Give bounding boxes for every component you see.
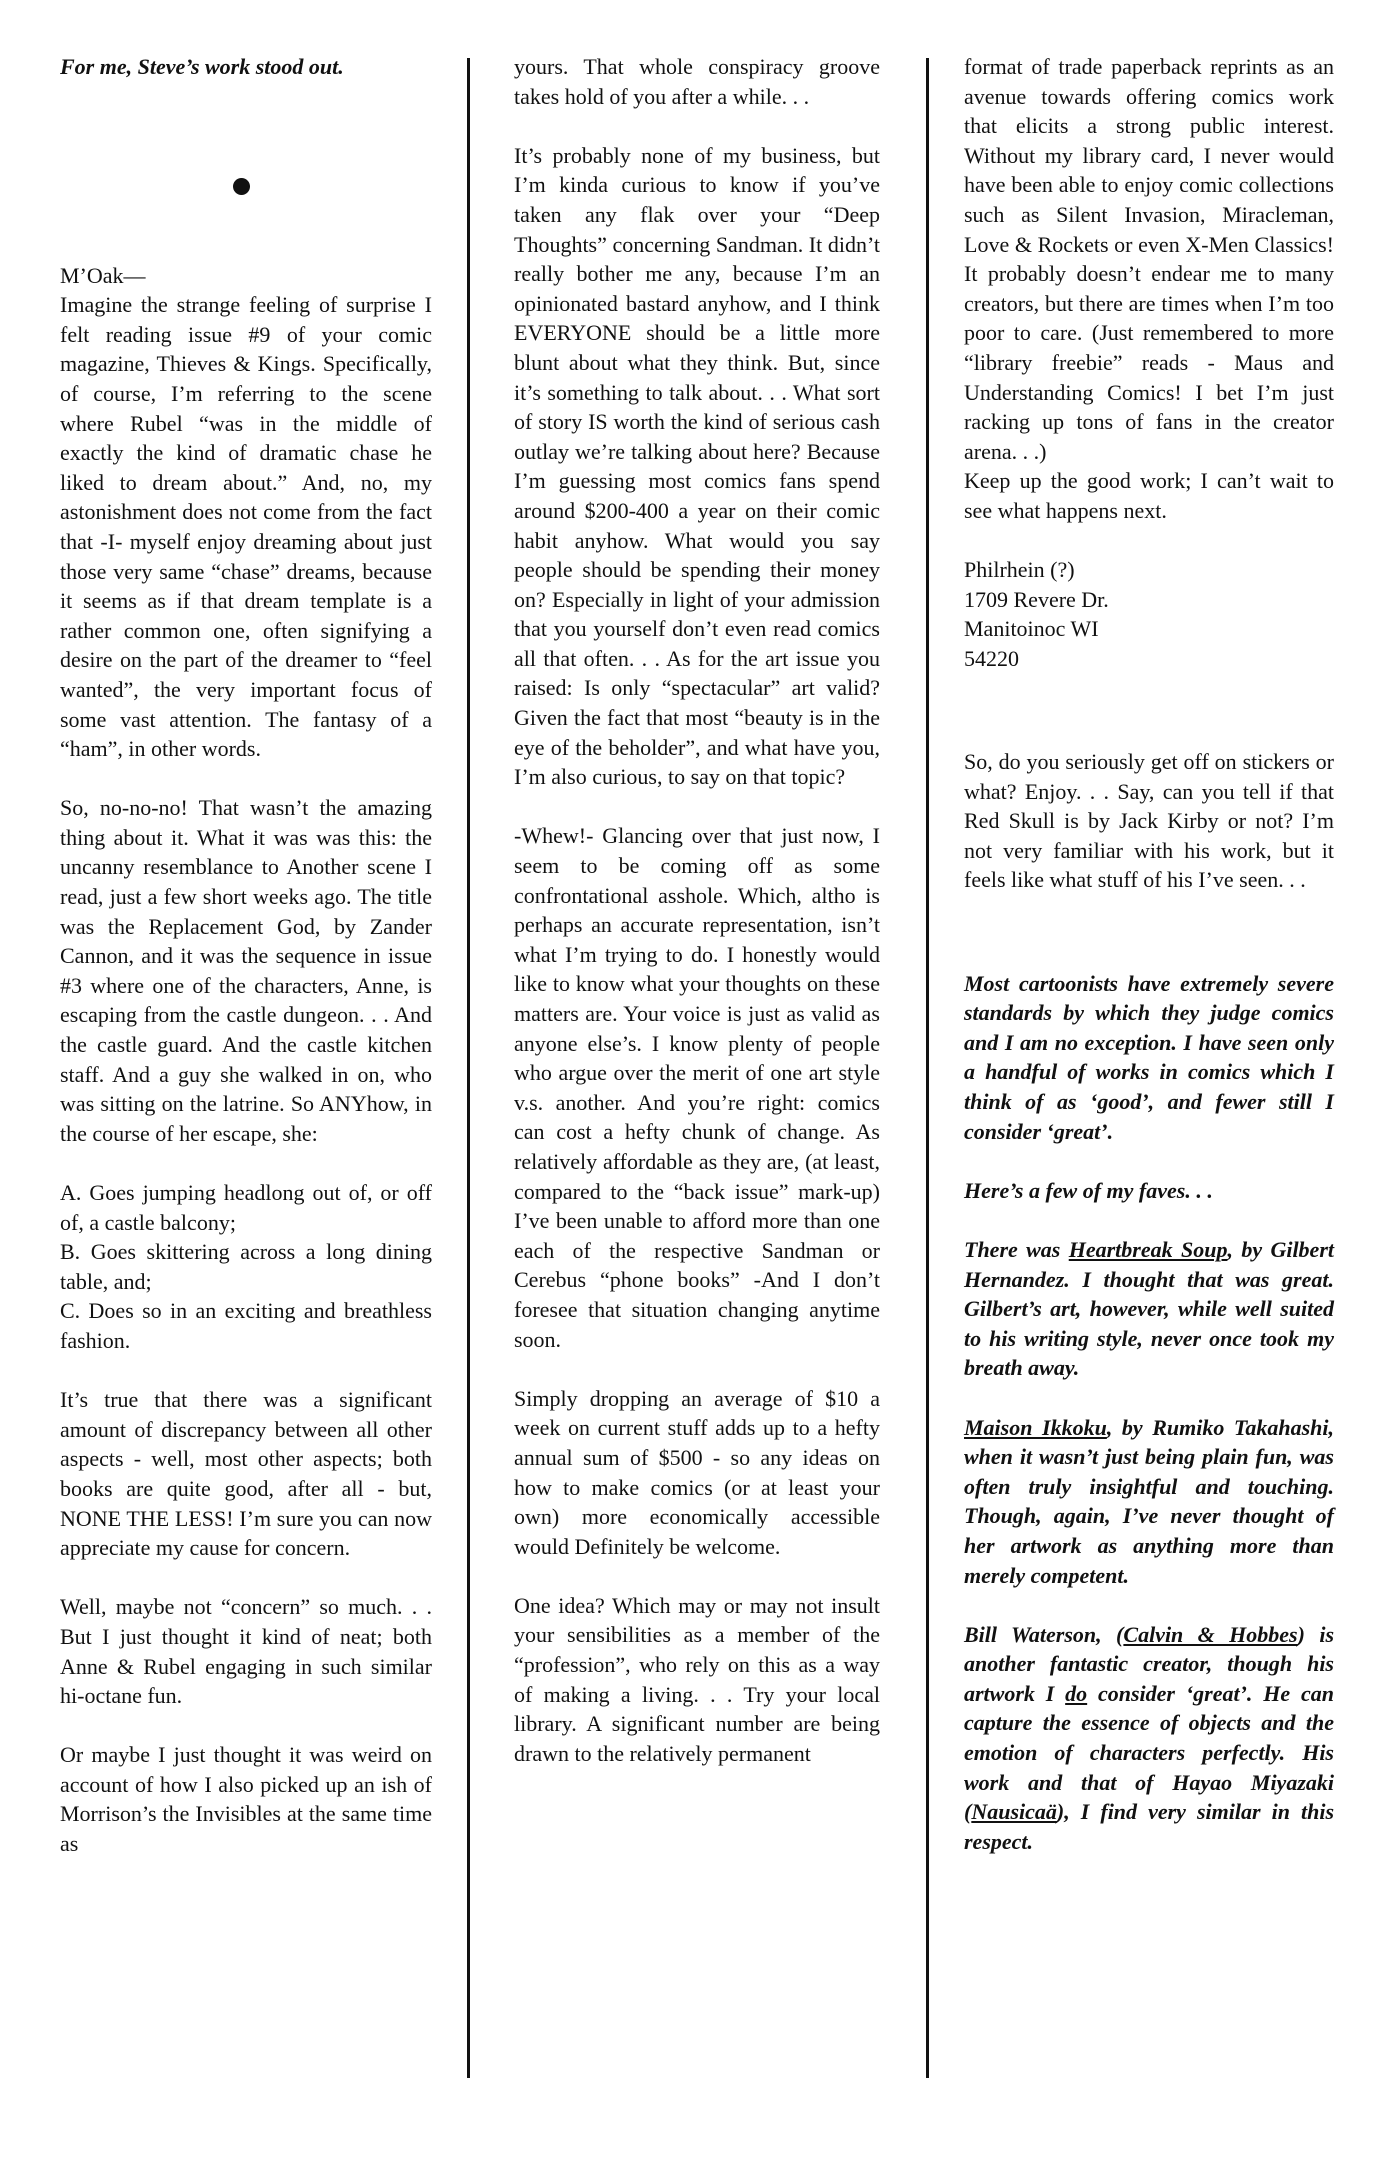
intro-line: For me, Steve’s work stood out. xyxy=(60,54,344,79)
column-middle xyxy=(514,52,880,1798)
signature-city: Manitoinoc WI xyxy=(964,616,1099,642)
letter-paragraph-1: Imagine the strange feeling of surprise I felt reading issue #9 of your comic magazine, Thieves & Kings. Specifically, of course, I’m referring to the scene where Rubel “was in the middle of exactly the kind of dramatic chase he liked to dream about.” And, no, my astonishment does not come from the fact that -I- myself enjoy dreaming about just those very same “chase” dreams, because it seems as if that dream template is a rather common one, often signifying a desire on the part of the dreamer to “feel wanted”, the very important focus of some vast attention. The fantasy of a “ham”, in other words. xyxy=(60,292,432,762)
letter-paragraph-8: -Whew!- Glancing over that just now, I seem to be coming off as some confrontational asshole. Which, altho is perhaps an accurate representation, isn’t what I’m trying to do. I honestly would like to know what your thoughts on these matters are. Your voice is just as valid as anyone else’s. I know plenty of people who argue over the merit of one art style v.s. another. And you’re right: comics can cost a hefty chunk of change. As relatively affordable as they are, (at least, compared to the “back issue” mark-up) I’ve been unable to afford more than one each of the respective Sandman or Cerebus “phone books” -And I don’t foresee that situation changing anytime soon. xyxy=(514,823,880,1352)
reply-paragraph-1: Most cartoonists have extremely severe standards by which they judge comics and I am no exception. I have seen only a handful of works in comics which I think of as ‘good’, and fewer still I consider ‘great’. xyxy=(964,970,1334,1144)
column-left xyxy=(60,52,432,1888)
emphasis: do xyxy=(1065,1680,1088,1706)
list-item-b: B. Goes skittering across a long dining table, and; xyxy=(60,1239,432,1294)
reply-paragraph-3 xyxy=(964,1235,1334,1383)
letter-paragraph-9: Simply dropping an average of $10 a week on current stuff adds up to a hefty annual sum of $500 - so any ideas on how to make comics (or at least your own) more economically accessible would Definitely be welcome. xyxy=(514,1385,880,1559)
reply-paragraph-4 xyxy=(964,1413,1334,1591)
reply-text: ) is another fantastic creator, though his artwork I xyxy=(964,1621,1335,1706)
list-item-a: A. Goes jumping headlong out of, or off of, a castle balcony; xyxy=(60,1180,432,1235)
letter-paragraph-6: yours. That whole conspiracy groove takes hold of you after a while. . . xyxy=(514,54,880,109)
section-bullet-icon xyxy=(233,178,250,195)
letter-paragraph-3: It’s true that there was a significant amount of discrepancy between all other aspects - well, most other aspects; both books are quite good, after all - but, NONE THE LESS! I’m sure you can now appreciate my cause for concern. xyxy=(60,1387,432,1561)
column-divider-left xyxy=(467,58,470,2078)
reply-text: consider ‘great’. He can capture the essence of objects and the emotion of characters perfectly. His work and that of Hayao Miyazaki ( xyxy=(964,1680,1334,1825)
letter-paragraph-7: It’s probably none of my business, but I’m kinda curious to know if you’ve taken any flak over your “Deep Thoughts” concerning Sandman. It didn’t really bother me any, because I’m an opinionated bastard anyhow, and I think EVERYONE should be a little more blunt about what they think. But, since it’s something to talk about. . . What sort of story IS worth the kind of serious cash outlay we’re talking about here? Because I’m guessing most comics fans spend around $200-400 a year on their comic habit anyhow. What would you say people should be spending their money on? Especially in light of your admission that you yourself don’t even read comics all that often. . . As for the art issue you raised: Is only “spectacular” art valid? Given the fact that most “beauty is in the eye of the beholder”, and what have you, I’m also curious, to say on that topic? xyxy=(514,142,880,790)
reply-text: Bill Waterson, ( xyxy=(964,1621,1124,1647)
book-title: Heartbreak Soup xyxy=(1068,1236,1228,1262)
spacer xyxy=(964,717,1334,747)
column-right xyxy=(964,52,1334,1886)
book-title: Calvin & Hobbes xyxy=(1123,1621,1298,1647)
list-item-c: C. Does so in an exciting and breathless fashion. xyxy=(60,1298,432,1353)
reply-text: , by Rumiko Takahashi, when it wasn’t just being plain fun, was often truly insightful and touching. Though, again, I’ve never thought of her artwork as anything more than merely competent. xyxy=(964,1414,1334,1588)
spacer xyxy=(964,673,1334,717)
column-divider-right xyxy=(926,58,929,2078)
letter-paragraph-2: So, no-no-no! That wasn’t the amazing thing about it. What it was was this: the uncanny resemblance to Another scene I read, just a few short weeks ago. The title was the Replacement God, by Zander Cannon, and it was the sequence in issue #3 where one of the characters, Anne, is escaping from the castle dungeon. . . And the castle guard. And the castle kitchen staff. And a guy she walked in on, who was sitting on the latrine. So ANYhow, in the course of her escape, she: xyxy=(60,795,432,1146)
signature-name: Philrhein (?) xyxy=(964,557,1075,583)
letter-paragraph-5: Or maybe I just thought it was weird on account of how I also picked up an ish of Morrison’s the Invisibles at the same time as xyxy=(60,1742,432,1857)
signature-zip: 54220 xyxy=(964,645,1019,671)
reply-text: , by Gilbert Hernandez. I thought that was great. Gilbert’s art, however, while well suited to his writing style, never once took my breath away. xyxy=(964,1236,1334,1381)
reply-text: There was xyxy=(964,1236,1069,1262)
salutation: M’Oak— xyxy=(60,262,146,288)
signature-address: 1709 Revere Dr. xyxy=(964,586,1109,612)
letter-paragraph-11: format of trade paperback reprints as an avenue towards offering comics work that elicits a strong public interest. Without my library card, I never would have been able to enjoy comic collections such as Silent Invasion, Miracleman, Love & Rockets or even X-Men Classics! It probably doesn’t endear me to many creators, but there are times when I’m too poor to care. (Just remembered to more “library freebie” reads - Maus and Understanding Comics! I bet I’m just racking up tons of fans in the creator arena. . .) xyxy=(964,54,1334,464)
spacer xyxy=(964,925,1334,969)
letter-postscript: So, do you seriously get off on stickers or what? Enjoy. . . Say, can you tell if that Red Skull is by Jack Kirby or not? I’m not very familiar with his work, but it feels like what stuff of his I’ve seen. . . xyxy=(964,749,1334,893)
book-title: Maison Ikkoku xyxy=(964,1414,1107,1440)
reply-paragraph-5 xyxy=(964,1620,1334,1857)
letter-closing: Keep up the good work; I can’t wait to see what happens next. xyxy=(964,468,1334,523)
reply-text: ), I find very similar in this respect. xyxy=(964,1799,1334,1854)
reply-paragraph-2: Here’s a few of my faves. . . xyxy=(964,1177,1213,1203)
letter-paragraph-10: One idea? Which may or may not insult your sensibilities as a member of the “profession”, who rely on this as a way of making a living. . . Try your local library. A significant number are being drawn to the relatively permanent xyxy=(514,1592,880,1766)
letter-paragraph-4: Well, maybe not “concern” so much. . . But I just thought it kind of neat; both Anne & Rubel engaging in such similar hi-octane fun. xyxy=(60,1594,432,1709)
book-title: Nausicaä xyxy=(971,1799,1057,1825)
